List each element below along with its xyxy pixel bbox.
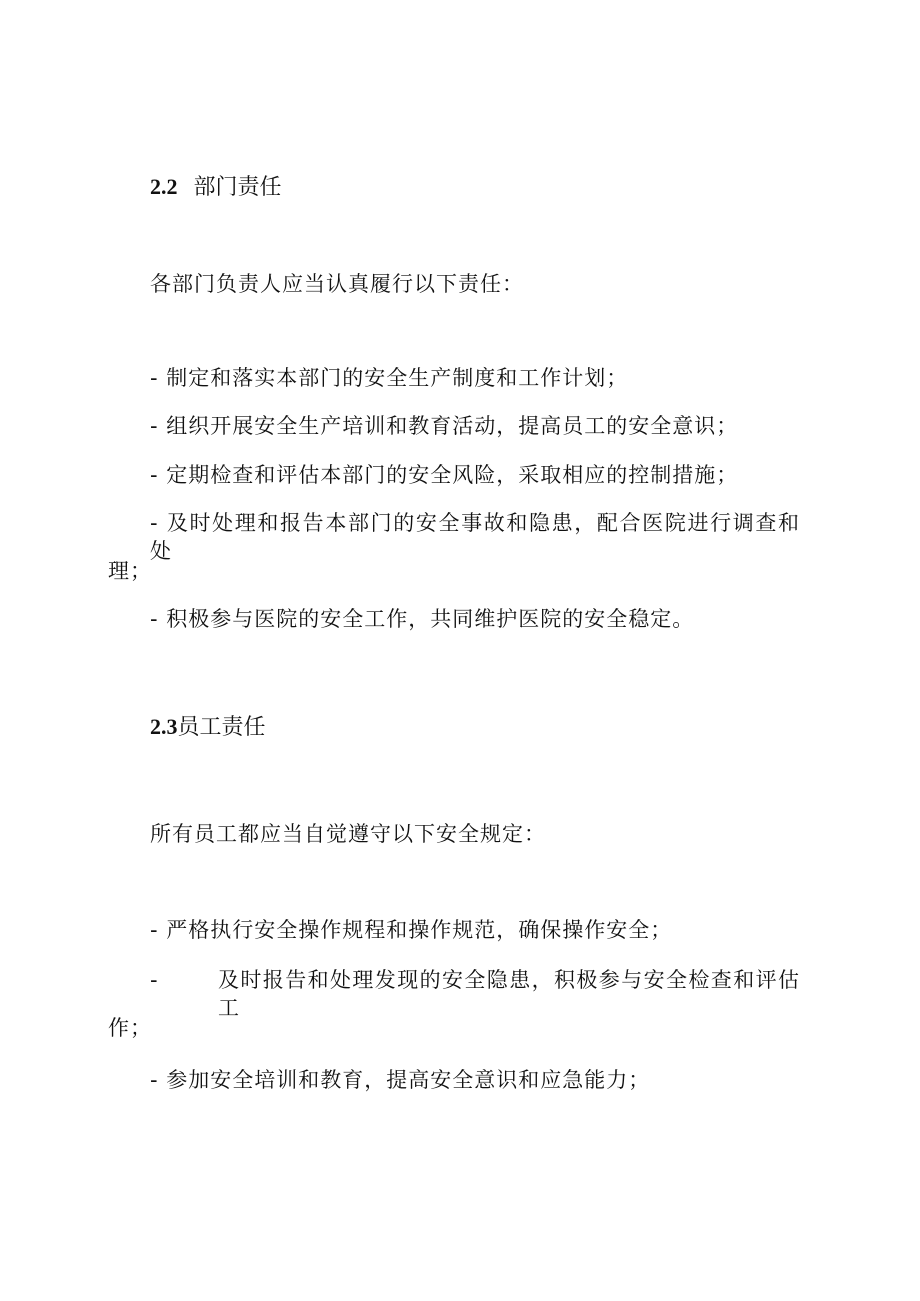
section-title: 员工责任 <box>177 715 266 740</box>
list-item: - 参加安全培训和教育，提高安全意识和应急能力； <box>150 1068 651 1092</box>
section-intro: 所有员工都应当自觉遵守以下安全规定： <box>150 822 546 846</box>
list-item-continuation: 作； <box>108 1016 152 1040</box>
section-intro: 各部门负责人应当认真履行以下责任： <box>150 272 524 296</box>
section-number: 2.2 <box>150 174 178 199</box>
list-item: - 积极参与医院的安全工作，共同维护医院的安全稳定。 <box>150 607 695 631</box>
section-heading-2-3 <box>150 712 266 743</box>
list-item-continuation: 理； <box>108 559 152 583</box>
list-item: - 组织开展安全生产培训和教育活动，提高员工的安全意识； <box>150 414 739 438</box>
list-item: - 定期检查和评估本部门的安全风险，采取相应的控制措施； <box>150 463 739 487</box>
list-item: - 制定和落实本部门的安全生产制度和工作计划； <box>150 366 629 390</box>
section-heading-2-2 <box>150 172 282 203</box>
list-item: - 及时处理和报告本部门的安全事故和隐患，配合医院进行调查和处 <box>150 511 800 563</box>
list-item: 及时报告和处理发现的安全隐患，积极参与安全检查和评估工 <box>218 968 800 1020</box>
list-bullet: - <box>150 968 159 992</box>
section-number: 2.3 <box>150 714 178 739</box>
list-item: - 严格执行安全操作规程和操作规范，确保操作安全； <box>150 918 673 942</box>
section-title: 部门责任 <box>193 175 282 200</box>
